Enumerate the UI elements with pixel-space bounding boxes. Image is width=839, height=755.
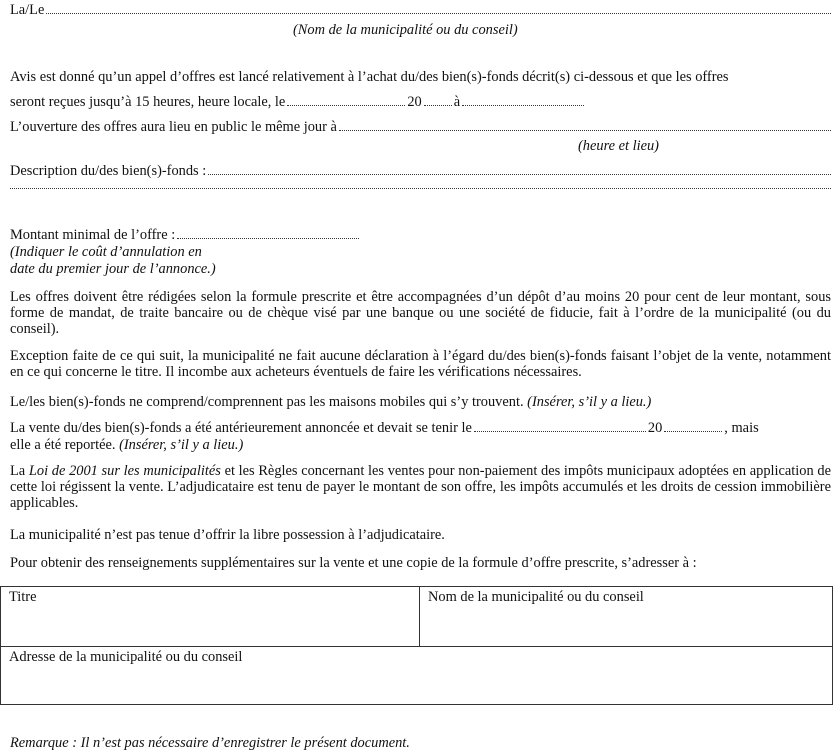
description-line xyxy=(10,163,831,180)
deadline-at: à xyxy=(453,94,461,110)
municipality-name-caption: (Nom de la municipalité ou du conseil) xyxy=(293,22,518,38)
description-label: Description du/des bien(s)-fonds : xyxy=(10,163,207,179)
opening-text: L’ouverture des offres aura lieu en public le même jour à xyxy=(10,119,337,135)
paragraph-mobile-homes xyxy=(10,394,831,410)
postponed-mais: , mais xyxy=(724,420,759,436)
notice-line-1: Avis est donné qu’un appel d’offres est lancé relativement à l’achat du/des bien(s)-fonds décrit(s) ci-dessous et que les offres xyxy=(10,69,729,85)
min-amount-line xyxy=(10,227,361,244)
min-amount-note-1: (Indiquer le coût d’annulation en xyxy=(10,244,202,260)
postponed-note: (Insérer, s’il y a lieu.) xyxy=(119,437,244,453)
postponed-year-field[interactable] xyxy=(664,431,722,432)
municipality-name-line xyxy=(10,2,831,19)
law-title: Loi de 2001 sur les municipalités xyxy=(28,463,221,479)
postponed-line-2 xyxy=(10,437,831,453)
municipality-name-field[interactable] xyxy=(46,13,831,14)
mobile-homes-note: (Insérer, s’il y a lieu.) xyxy=(527,394,652,410)
municipality-cell[interactable] xyxy=(420,587,833,647)
mobile-homes-text: Le/les bien(s)-fonds ne comprend/comprennent pas les maisons mobiles qui s’y trouvent. xyxy=(10,394,524,410)
title-label: Titre xyxy=(9,589,37,605)
min-amount-field[interactable] xyxy=(177,238,359,239)
deadline-line xyxy=(10,94,586,111)
address-label: Adresse de la municipalité ou du conseil xyxy=(9,649,243,665)
postponed-date-field[interactable] xyxy=(474,431,646,432)
opening-line xyxy=(10,119,831,136)
address-cell[interactable] xyxy=(1,647,833,705)
footer-remark: Remarque : Il n’est pas nécessaire d’enregistrer le présent document. xyxy=(10,735,410,751)
paragraph-possession: La municipalité n’est pas tenue d’offrir la libre possession à l’adjudicataire. xyxy=(10,527,445,543)
title-cell[interactable] xyxy=(1,587,420,647)
description-field-2[interactable] xyxy=(10,188,831,189)
postponed-text: La vente du/des bien(s)-fonds a été antérieurement annoncée et devait se tenir le xyxy=(10,420,472,436)
postponed-year-prefix: 20 xyxy=(647,420,663,436)
contact-form-table xyxy=(0,586,833,705)
deadline-text: seront reçues jusqu’à 15 heures, heure locale, le xyxy=(10,94,286,110)
contact-row-2 xyxy=(1,647,833,705)
min-amount-label: Montant minimal de l’offre : xyxy=(10,227,176,243)
min-amount-note-2: date du premier jour de l’annonce.) xyxy=(10,261,216,277)
description-field[interactable] xyxy=(208,174,831,175)
paragraph-contact: Pour obtenir des renseignements supplémentaires sur la vente et une copie de la formule d’offre prescrite, s’adresser à : xyxy=(10,555,697,571)
description-line-2 xyxy=(10,188,831,192)
postponed-line-1 xyxy=(10,420,831,437)
paragraph-deposit: Les offres doivent être rédigées selon la formule prescrite et être accompagnées d’un dépôt d’au moins 20 pour cent de leur montant, sous forme de mandat, de traite bancaire ou de chèque visé par une banque ou une société de fiducie, fait à l’ordre de la municipalité (ou du conseil). xyxy=(10,289,831,337)
opening-time-place-field[interactable] xyxy=(339,130,831,131)
deadline-place-field[interactable] xyxy=(462,105,584,106)
deadline-year-field[interactable] xyxy=(424,105,452,106)
la-le-prefix: La/Le xyxy=(10,2,45,18)
paragraph-law: La Loi de 2001 sur les municipalités et les Règles concernant les ventes pour non-paiement des impôts municipaux adoptées en application de cette loi régissent la vente. L’adjudicataire est tenu de payer le montant de son offre, les impôts accumulés et les droits de cession immobilière applicables. xyxy=(10,463,831,511)
postponed-text-2: elle a été reportée. xyxy=(10,437,116,453)
deadline-date-field[interactable] xyxy=(287,105,405,106)
contact-row-1 xyxy=(1,587,833,647)
municipality-label: Nom de la municipalité ou du conseil xyxy=(428,589,644,605)
opening-caption: (heure et lieu) xyxy=(578,138,659,154)
paragraph-title-disclaimer: Exception faite de ce qui suit, la municipalité ne fait aucune déclaration à l’égard du/des bien(s)-fonds faisant l’objet de la vente, notamment en ce qui concerne le titre. Il incombe aux acheteurs éventuels de faire les vérifications nécessaires. xyxy=(10,348,831,380)
deadline-year-prefix: 20 xyxy=(407,94,422,110)
